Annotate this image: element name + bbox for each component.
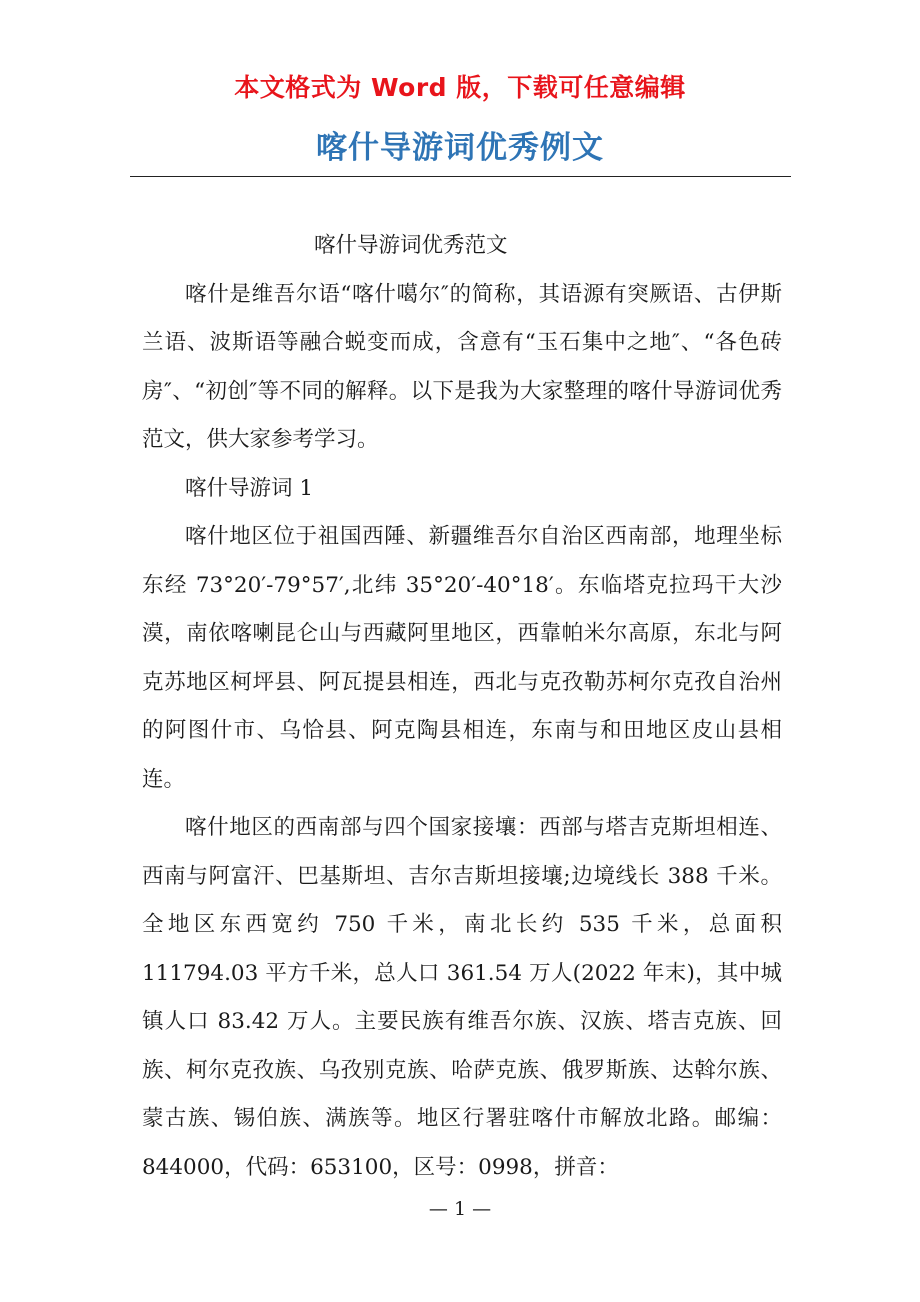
page-number: — 1 — (428, 1198, 492, 1220)
article-subtitle: 喀什导游词优秀范文 (314, 233, 508, 258)
title-divider (130, 176, 791, 177)
geography-paragraph: 喀什地区位于祖国西陲、新疆维吾尔自治区西南部，地理坐标东经 73°20′-79°57′,北纬 35°20′-40°18′。东临塔克拉玛干大沙漠，南依喀喇昆仑山与西藏阿里地区，西靠帕米尔高原，东北与阿克苏地区柯坪县、阿瓦提县相连，西北与克孜勒苏柯尔克孜自治州的阿图什市、乌恰县、阿克陶县相连，东南与和田地区皮山县相连。 (142, 524, 782, 792)
article-body (142, 222, 782, 1192)
section-heading: 喀什导游词 1 (185, 475, 314, 501)
word-format-banner: 本文格式为 Word 版，下载可任意编辑 (234, 73, 686, 102)
document-title: 喀什导游词优秀例文 (316, 130, 604, 166)
borders-paragraph: 喀什地区的西南部与四个国家接壤：西部与塔吉克斯坦相连、西南与阿富汗、巴基斯坦、吉尔吉斯坦接壤;边境线长 388 千米。全地区东西宽约 750 千米，南北长约 535 千米，总面积 111794.03 平方千米，总人口 361.54 万人(2022 年末)，其中城镇人口 83.42 万人。主要民族有维吾尔族、汉族、塔吉克族、回族、柯尔克孜族、乌孜别克族、哈萨克族、俄罗斯族、达斡尔族、蒙古族、锡伯族、满族等。地区行署驻喀什市解放北路。邮编：844000，代码：653100，区号：0998，拼音： (142, 815, 782, 1180)
intro-paragraph: 喀什是维吾尔语“喀什噶尔″的简称，其语源有突厥语、古伊斯兰语、波斯语等融合蜕变而成，含意有“玉石集中之地″、“各色砖房″、“初创″等不同的解释。以下是我为大家整理的喀什导游词优秀范文，供大家参考学习。 (142, 281, 782, 452)
